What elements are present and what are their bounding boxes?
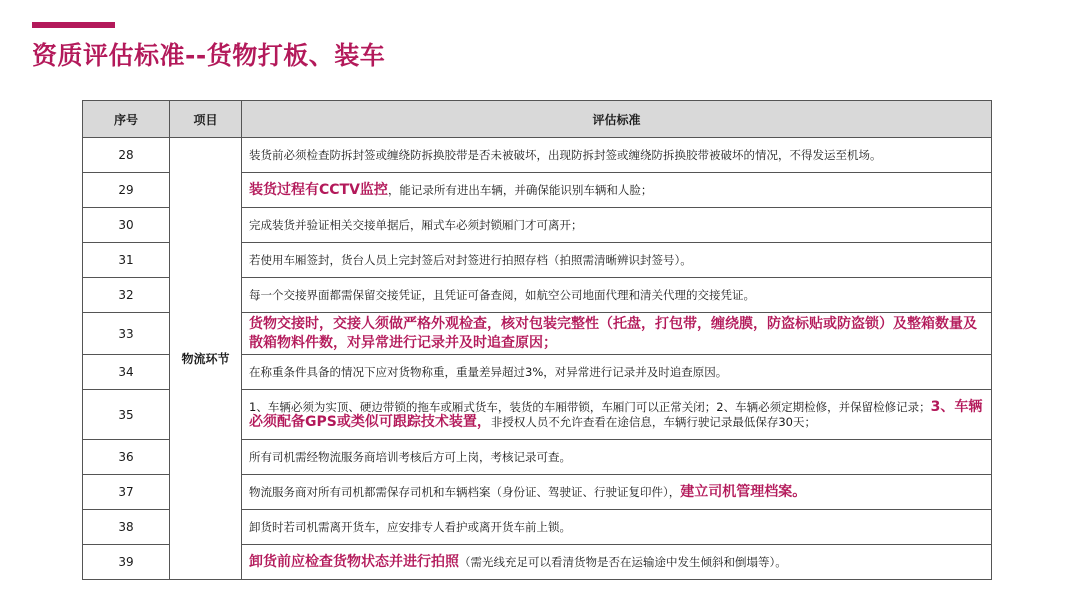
title-accent-bar: [32, 22, 115, 28]
standard-text: [242, 208, 992, 243]
standard-text-part: 完成装货并验证相关交接单据后，厢式车必须封锁厢门才可离开；: [249, 217, 583, 232]
row-number: 28: [83, 138, 170, 173]
standard-text-part: 非授权人员不允许查看在途信息，车辆行驶记录最低保存30天；: [490, 414, 816, 429]
row-number: 29: [83, 173, 170, 208]
standard-text-part: 1、车辆必须为实顶、硬边带锁的拖车或厢式货车，装货的车厢带锁，车厢门可以正常关闭；2、车辆必须定期检修，并保留检修记录；: [249, 399, 931, 414]
row-number: 30: [83, 208, 170, 243]
table-header-row: [83, 101, 992, 138]
standard-text-part: 装货前必须检查防拆封签或缠绕防拆换胶带是否未被破坏，出现防拆封签或缠绕防拆换胶带被破坏的情况，不得发运至机场。: [249, 147, 882, 162]
row-number: 34: [83, 355, 170, 390]
standard-text: [242, 313, 992, 355]
highlighted-text: 货物交接时，交接人须做严格外观检查，核对包装完整性（托盘，打包带，缠绕膜，防盗标贴或防盗锁）及整箱数量及散箱物料件数，对异常进行记录并及时追查原因；: [249, 315, 977, 351]
row-number: 32: [83, 278, 170, 313]
header-number: 序号: [83, 101, 170, 138]
standard-text: [242, 510, 992, 545]
standard-text-part: 物流服务商对所有司机都需保存司机和车辆档案（身份证、驾驶证、行驶证复印件），: [249, 484, 681, 499]
row-number: 31: [83, 243, 170, 278]
highlighted-text: 装货过程有CCTV监控: [249, 181, 388, 198]
standard-text-part: （需光线充足可以看清货物是否在运输途中发生倾斜和倒塌等）。: [459, 554, 787, 569]
standard-text: [242, 278, 992, 313]
table-row: [83, 138, 992, 173]
table-body: [83, 138, 992, 580]
standard-text: [242, 243, 992, 278]
standard-text: [242, 475, 992, 510]
header-standard: 评估标准: [242, 101, 992, 138]
standard-text-part: 每一个交接界面都需保留交接凭证，且凭证可备查阅，如航空公司地面代理和清关代理的交接凭证。: [249, 287, 755, 302]
standard-text-part: 卸货时若司机需离开货车，应安排专人看护或离开货车前上锁。: [249, 519, 571, 534]
standard-text: [242, 545, 992, 580]
page-title: 资质评估标准--货物打板、装车: [32, 41, 386, 70]
row-number: 38: [83, 510, 170, 545]
standard-text-part: 所有司机需经物流服务商培训考核后方可上岗，考核记录可查。: [249, 449, 571, 464]
row-number: 33: [83, 313, 170, 355]
standard-text: [242, 173, 992, 208]
standard-text: [242, 355, 992, 390]
item-category: 物流环节: [170, 138, 242, 580]
standard-text-part: 若使用车厢签封，货台人员上完封签后对封签进行拍照存档（拍照需清晰辨识封签号）。: [249, 252, 692, 267]
row-number: 36: [83, 440, 170, 475]
standard-text: [242, 138, 992, 173]
highlighted-text: 卸货前应检查货物状态并进行拍照: [249, 553, 459, 570]
standard-text: [242, 390, 992, 440]
row-number: 35: [83, 390, 170, 440]
header-item: 项目: [170, 101, 242, 138]
standard-text-part: ，能记录所有进出车辆，并确保能识别车辆和人脸；: [387, 182, 653, 197]
highlighted-text: 3、车辆必须配备GPS或类似可跟踪技术装置，: [249, 398, 983, 430]
assessment-table: [82, 100, 992, 580]
row-number: 37: [83, 475, 170, 510]
standard-text: [242, 440, 992, 475]
highlighted-text: 建立司机管理档案。: [680, 483, 807, 500]
standard-text-part: 在称重条件具备的情况下应对货物称重，重量差异超过3%，对异常进行记录并及时追查原因。: [249, 364, 728, 379]
row-number: 39: [83, 545, 170, 580]
